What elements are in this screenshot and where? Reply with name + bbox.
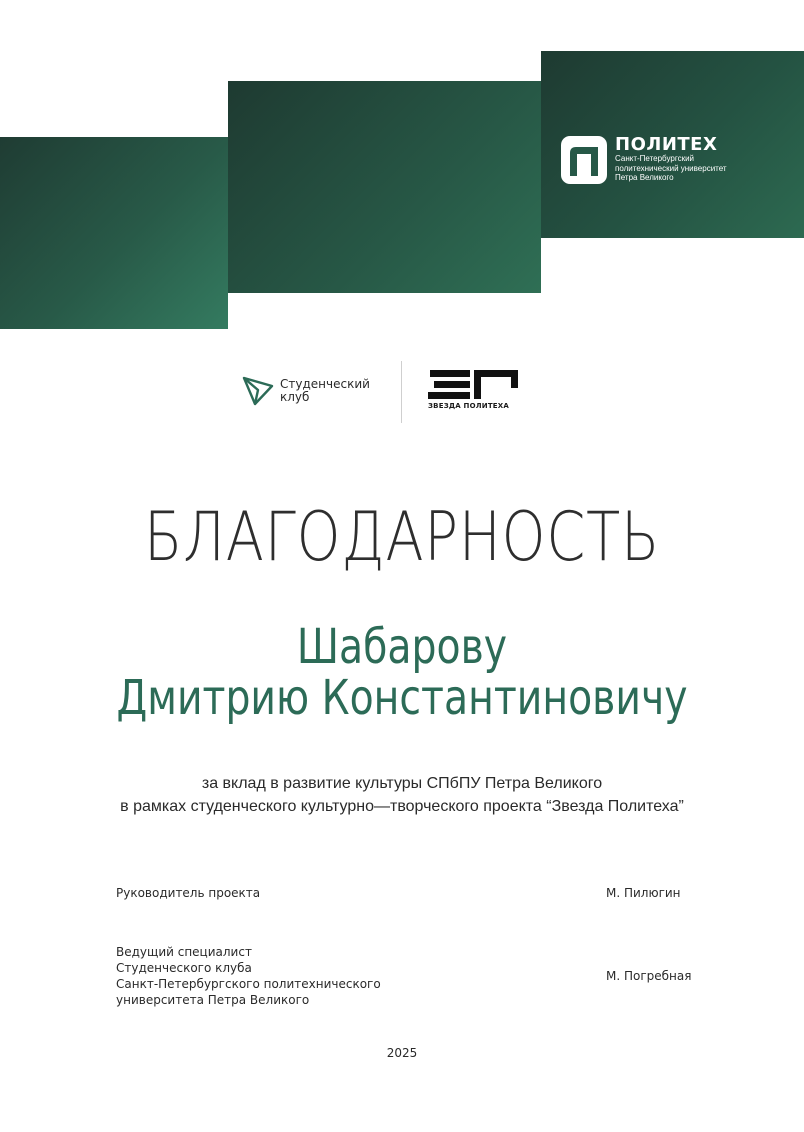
logo-divider <box>401 361 402 423</box>
signature-position-line: университета Петра Великого <box>116 993 310 1007</box>
politech-subtitle-line: Санкт-Петербургский <box>615 154 695 163</box>
decor-block-middle <box>228 81 541 293</box>
politech-logo <box>561 136 727 184</box>
signature-1-name: М. Пилюгин <box>606 886 681 900</box>
zvezda-politekha-mark <box>428 370 520 400</box>
reason-text <box>0 772 804 818</box>
signature-position-line: Студенческого клуба <box>116 961 252 975</box>
reason-line: в рамках студенческого культурно—творческого проекта “Звезда Политеха” <box>120 798 684 815</box>
student-club-triangle-icon <box>242 376 274 406</box>
signature-1-position <box>116 885 260 901</box>
signature-position-line: Ведущий специалист <box>116 945 252 959</box>
signature-position-line: Руководитель проекта <box>116 886 261 900</box>
decor-block-left <box>0 137 228 329</box>
signature-2-position <box>116 944 381 1008</box>
recipient-given-names: Дмитрию Константиновичу <box>116 670 688 726</box>
signature-2-name: М. Погребная <box>606 969 692 983</box>
student-club-line: клуб <box>280 390 310 404</box>
politech-subtitle <box>615 154 727 183</box>
student-club-line: Студенческий <box>280 377 370 391</box>
recipient-surname: Шабарову <box>296 619 508 675</box>
signature-position-line: Санкт-Петербургского политехнического <box>116 977 381 991</box>
zvezda-politekha-caption: ЗВЕЗДА ПОЛИТЕХА <box>428 402 510 410</box>
recipient-name <box>72 619 731 726</box>
politech-title: ПОЛИТЕХ <box>615 134 718 155</box>
politech-pi-icon <box>561 136 607 184</box>
zvezda-politekha-logo <box>428 370 520 410</box>
reason-line: за вклад в развитие культуры СПбПУ Петра Великого <box>201 775 603 792</box>
student-club-logo <box>242 376 370 406</box>
certificate-year: 2025 <box>386 1046 418 1060</box>
politech-subtitle-line: политехнический университет <box>615 163 727 173</box>
politech-subtitle-line: Петра Великого <box>615 173 674 182</box>
certificate-title: БЛАГОДАРНОСТЬ <box>143 498 661 577</box>
